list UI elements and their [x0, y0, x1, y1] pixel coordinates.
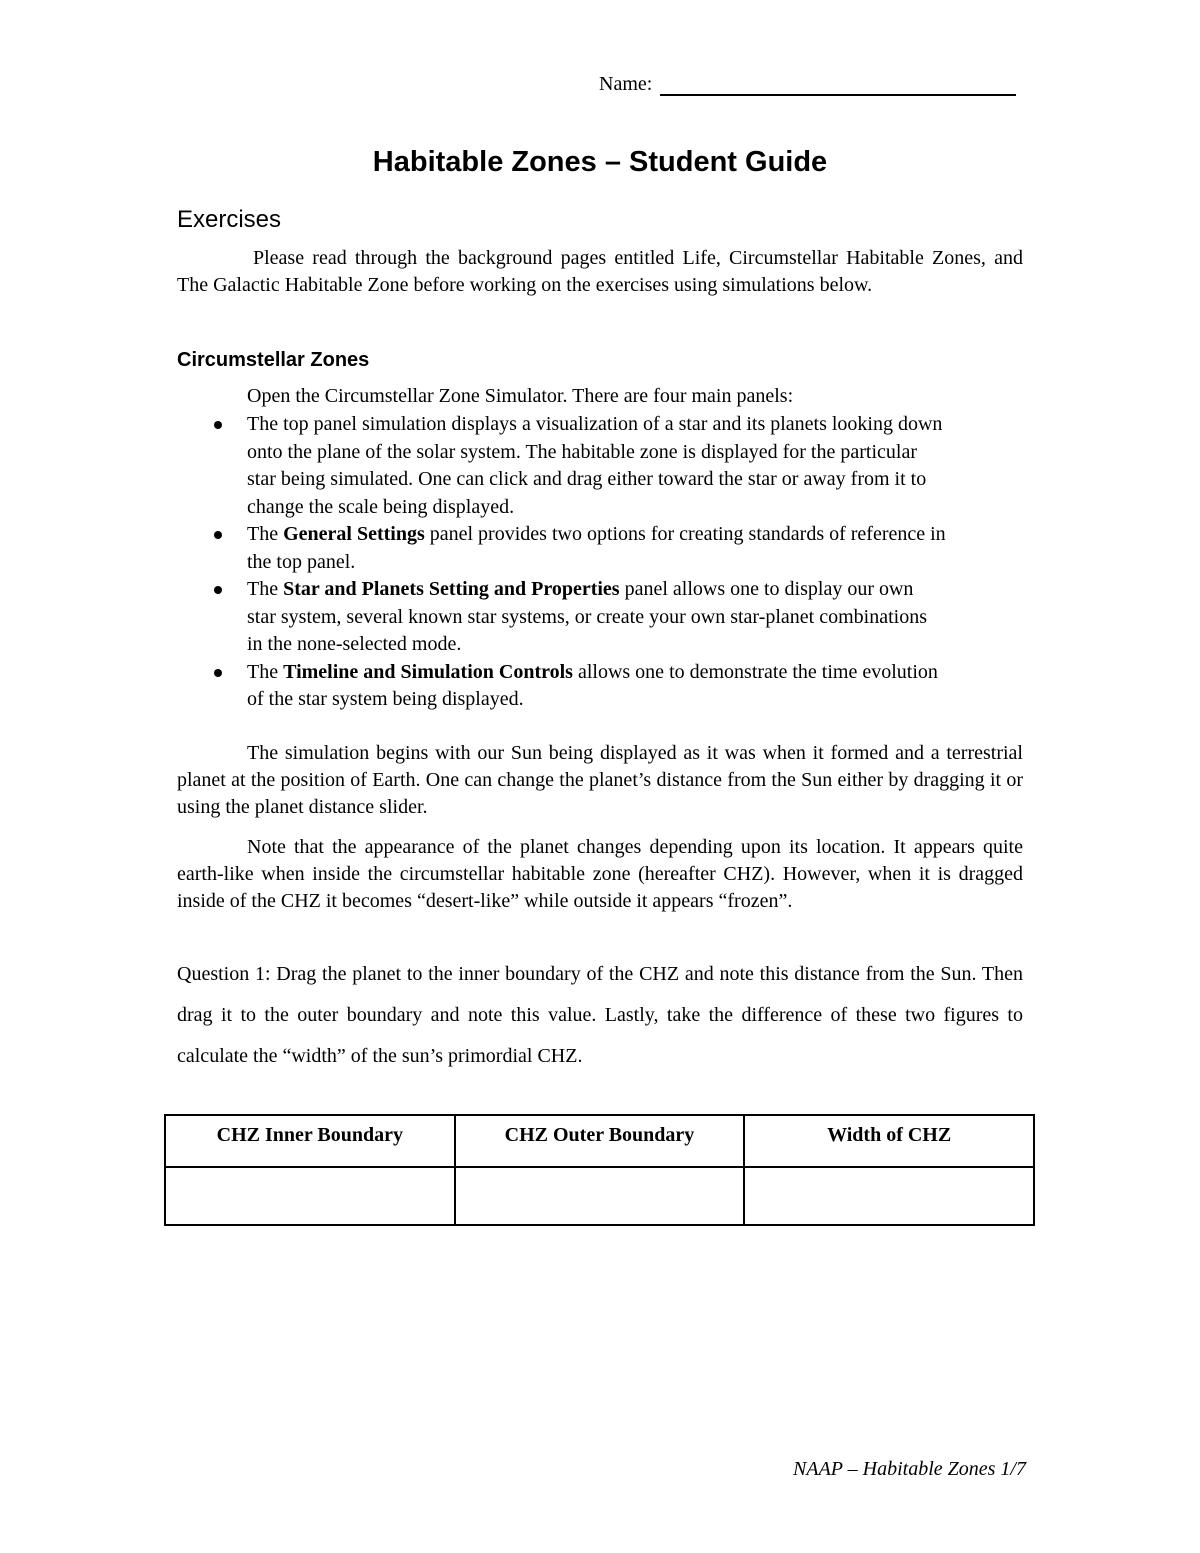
- list-item: [177, 576, 947, 659]
- list-item-prefix: The: [247, 660, 284, 683]
- name-label: Name:: [599, 73, 653, 95]
- table-row: [165, 1167, 1034, 1225]
- column-header-width: Width of CHZ: [744, 1115, 1034, 1167]
- table-header-row: [165, 1115, 1034, 1167]
- page-footer: NAAP – Habitable Zones 1/7: [793, 1458, 1026, 1480]
- question-1: Question 1: Drag the planet to the inner boundary of the CHZ and note this distance from the Sun. Then drag it to the outer boundary and note this value. Lastly, take the difference of these two figures to calculate the “width” of the sun’s primordial CHZ.: [177, 963, 1023, 1067]
- bullet-icon: [214, 669, 222, 677]
- bullet-icon: [214, 421, 222, 429]
- list-item-text: panel allows one to display our own star system, several known star systems, or create your own star-planet combinations in the none-selected mode.: [247, 578, 927, 655]
- list-item: [177, 411, 947, 521]
- exercises-heading: Exercises: [177, 206, 282, 233]
- list-item-bold: Timeline and Simulation Controls: [283, 660, 573, 683]
- answer-cell-width[interactable]: [744, 1167, 1034, 1225]
- list-item-bold: General Settings: [283, 523, 425, 545]
- list-item: [177, 659, 947, 714]
- list-item-text: panel provides two options for creating standards of reference in the top panel.: [247, 523, 946, 573]
- simulator-intro-line: Open the Circumstellar Zone Simulator. There are four main panels:: [247, 385, 794, 407]
- list-item-prefix: The: [247, 523, 284, 545]
- list-item-text: The top panel simulation displays a visualization of a star and its planets looking down onto the plane of the solar system. The habitable zone is displayed for the particular star being simulated. One can click and drag either toward the star or away from it to change the scale being displayed.: [247, 413, 943, 518]
- simulation-paragraph: The simulation begins with our Sun being displayed as it was when it formed and a terrestrial planet at the position of Earth. One can change the planet’s distance from the Sun either by dragging it or using the planet distance slider.: [177, 742, 1023, 818]
- list-item-prefix: The: [247, 578, 284, 600]
- circumstellar-zones-heading: Circumstellar Zones: [177, 349, 370, 371]
- list-item-text: allows one to demonstrate the time evolution of the star system being displayed.: [247, 660, 938, 710]
- bullet-icon: [214, 586, 222, 594]
- name-field-row: [599, 72, 1016, 96]
- intro-paragraph: Please read through the background pages entitled Life, Circumstellar Habitable Zones, and The Galactic Habitable Zone before working on the exercises using simulations below.: [177, 247, 1023, 296]
- panel-list: [177, 411, 1023, 714]
- list-item: [177, 521, 947, 576]
- list-item-bold: Star and Planets Setting and Properties: [283, 578, 620, 600]
- column-header-inner-boundary: CHZ Inner Boundary: [165, 1115, 455, 1167]
- bullet-icon: [214, 531, 222, 539]
- planet-appearance-paragraph: Note that the appearance of the planet changes depending upon its location. It appears quite earth-like when inside the circumstellar habitable zone (hereafter CHZ). However, when it is dragged inside of the CHZ it becomes “desert-like” while outside it appears “frozen”.: [177, 836, 1023, 912]
- column-header-outer-boundary: CHZ Outer Boundary: [455, 1115, 745, 1167]
- answer-cell-inner-boundary[interactable]: [165, 1167, 455, 1225]
- answer-cell-outer-boundary[interactable]: [455, 1167, 745, 1225]
- page-title: Habitable Zones – Student Guide: [372, 146, 828, 178]
- name-blank-line[interactable]: [660, 72, 1016, 96]
- chz-answer-table: [164, 1114, 1035, 1226]
